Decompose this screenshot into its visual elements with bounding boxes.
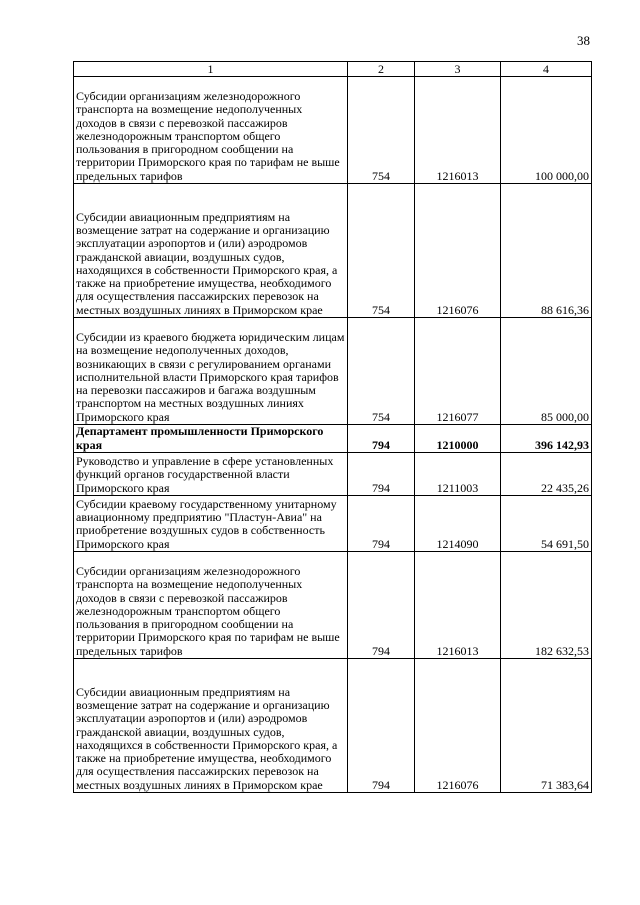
row-name-cell: Субсидии организациям железнодорожного транспорта на возмещение недополученных доходов в связи с перевозкой пассажиров железнодорожным транспортом общего пользования в пригородном сообщении на территории Приморского края по тарифам не выше предельных тарифов xyxy=(74,552,348,659)
budget-table xyxy=(73,61,592,793)
table-row xyxy=(74,318,592,425)
row-amount-cell: 88 616,36 xyxy=(501,184,592,318)
row-amount-cell: 54 691,50 xyxy=(501,496,592,552)
table-header-row xyxy=(74,62,592,77)
row-amount-cell: 71 383,64 xyxy=(501,659,592,793)
row-name-cell: Руководство и управление в сфере установленных функций органов государственной власти Приморского края xyxy=(74,453,348,496)
table-row xyxy=(74,659,592,793)
row-name-cell: Департамент промышленности Приморского края xyxy=(74,425,348,453)
row-name-cell: Субсидии авиационным предприятиям на возмещение затрат на содержание и организацию эксплуатации аэропортов и (или) аэродромов гражданской авиации, воздушных судов, находящихся в собственности Приморского края, а также на приобретение имущества, необходимого для осуществления пассажирских перевозок на местных воздушных линиях в Приморском крае xyxy=(74,184,348,318)
table-row xyxy=(74,425,592,453)
row-article-cell: 1216076 xyxy=(415,184,501,318)
row-amount-cell: 182 632,53 xyxy=(501,552,592,659)
row-article-cell: 1216076 xyxy=(415,659,501,793)
table-row xyxy=(74,184,592,318)
row-amount-cell: 85 000,00 xyxy=(501,318,592,425)
header-col-2: 2 xyxy=(348,62,415,77)
row-code-cell: 794 xyxy=(348,552,415,659)
row-code-cell: 754 xyxy=(348,318,415,425)
row-amount-cell: 22 435,26 xyxy=(501,453,592,496)
table-row xyxy=(74,552,592,659)
row-amount-cell: 396 142,93 xyxy=(501,425,592,453)
row-code-cell: 794 xyxy=(348,453,415,496)
row-code-cell: 754 xyxy=(348,77,415,184)
row-article-cell: 1216077 xyxy=(415,318,501,425)
row-code-cell: 794 xyxy=(348,425,415,453)
header-col-3: 3 xyxy=(415,62,501,77)
page-number: 38 xyxy=(577,33,590,48)
row-name-cell: Субсидии краевому государственному унитарному авиационному предприятию "Пластун-Авиа" на приобретение воздушных судов в собственность Приморского края xyxy=(74,496,348,552)
row-article-cell: 1211003 xyxy=(415,453,501,496)
header-col-1: 1 xyxy=(74,62,348,77)
table-row xyxy=(74,496,592,552)
row-code-cell: 754 xyxy=(348,184,415,318)
row-code-cell: 794 xyxy=(348,659,415,793)
row-name-cell: Субсидии из краевого бюджета юридическим лицам на возмещение недополученных доходов, возникающих в связи с регулированием органами исполнительной власти Приморского края тарифов на перевозки пассажиров и багажа воздушным транспортом на местных воздушных линиях Приморского края xyxy=(74,318,348,425)
header-col-4: 4 xyxy=(501,62,592,77)
row-article-cell: 1214090 xyxy=(415,496,501,552)
row-name-cell: Субсидии организациям железнодорожного транспорта на возмещение недополученных доходов в связи с перевозкой пассажиров железнодорожным транспортом общего пользования в пригородном сообщении на территории Приморского края по тарифам не выше предельных тарифов xyxy=(74,77,348,184)
row-name-cell: Субсидии авиационным предприятиям на возмещение затрат на содержание и организацию эксплуатации аэропортов и (или) аэродромов гражданской авиации, воздушных судов, находящихся в собственности Приморского края, а также на приобретение имущества, необходимого для осуществления пассажирских перевозок на местных воздушных линиях в Приморском крае xyxy=(74,659,348,793)
row-article-cell: 1216013 xyxy=(415,552,501,659)
table-row xyxy=(74,453,592,496)
row-code-cell: 794 xyxy=(348,496,415,552)
row-article-cell: 1210000 xyxy=(415,425,501,453)
row-amount-cell: 100 000,00 xyxy=(501,77,592,184)
row-article-cell: 1216013 xyxy=(415,77,501,184)
table-row xyxy=(74,77,592,184)
